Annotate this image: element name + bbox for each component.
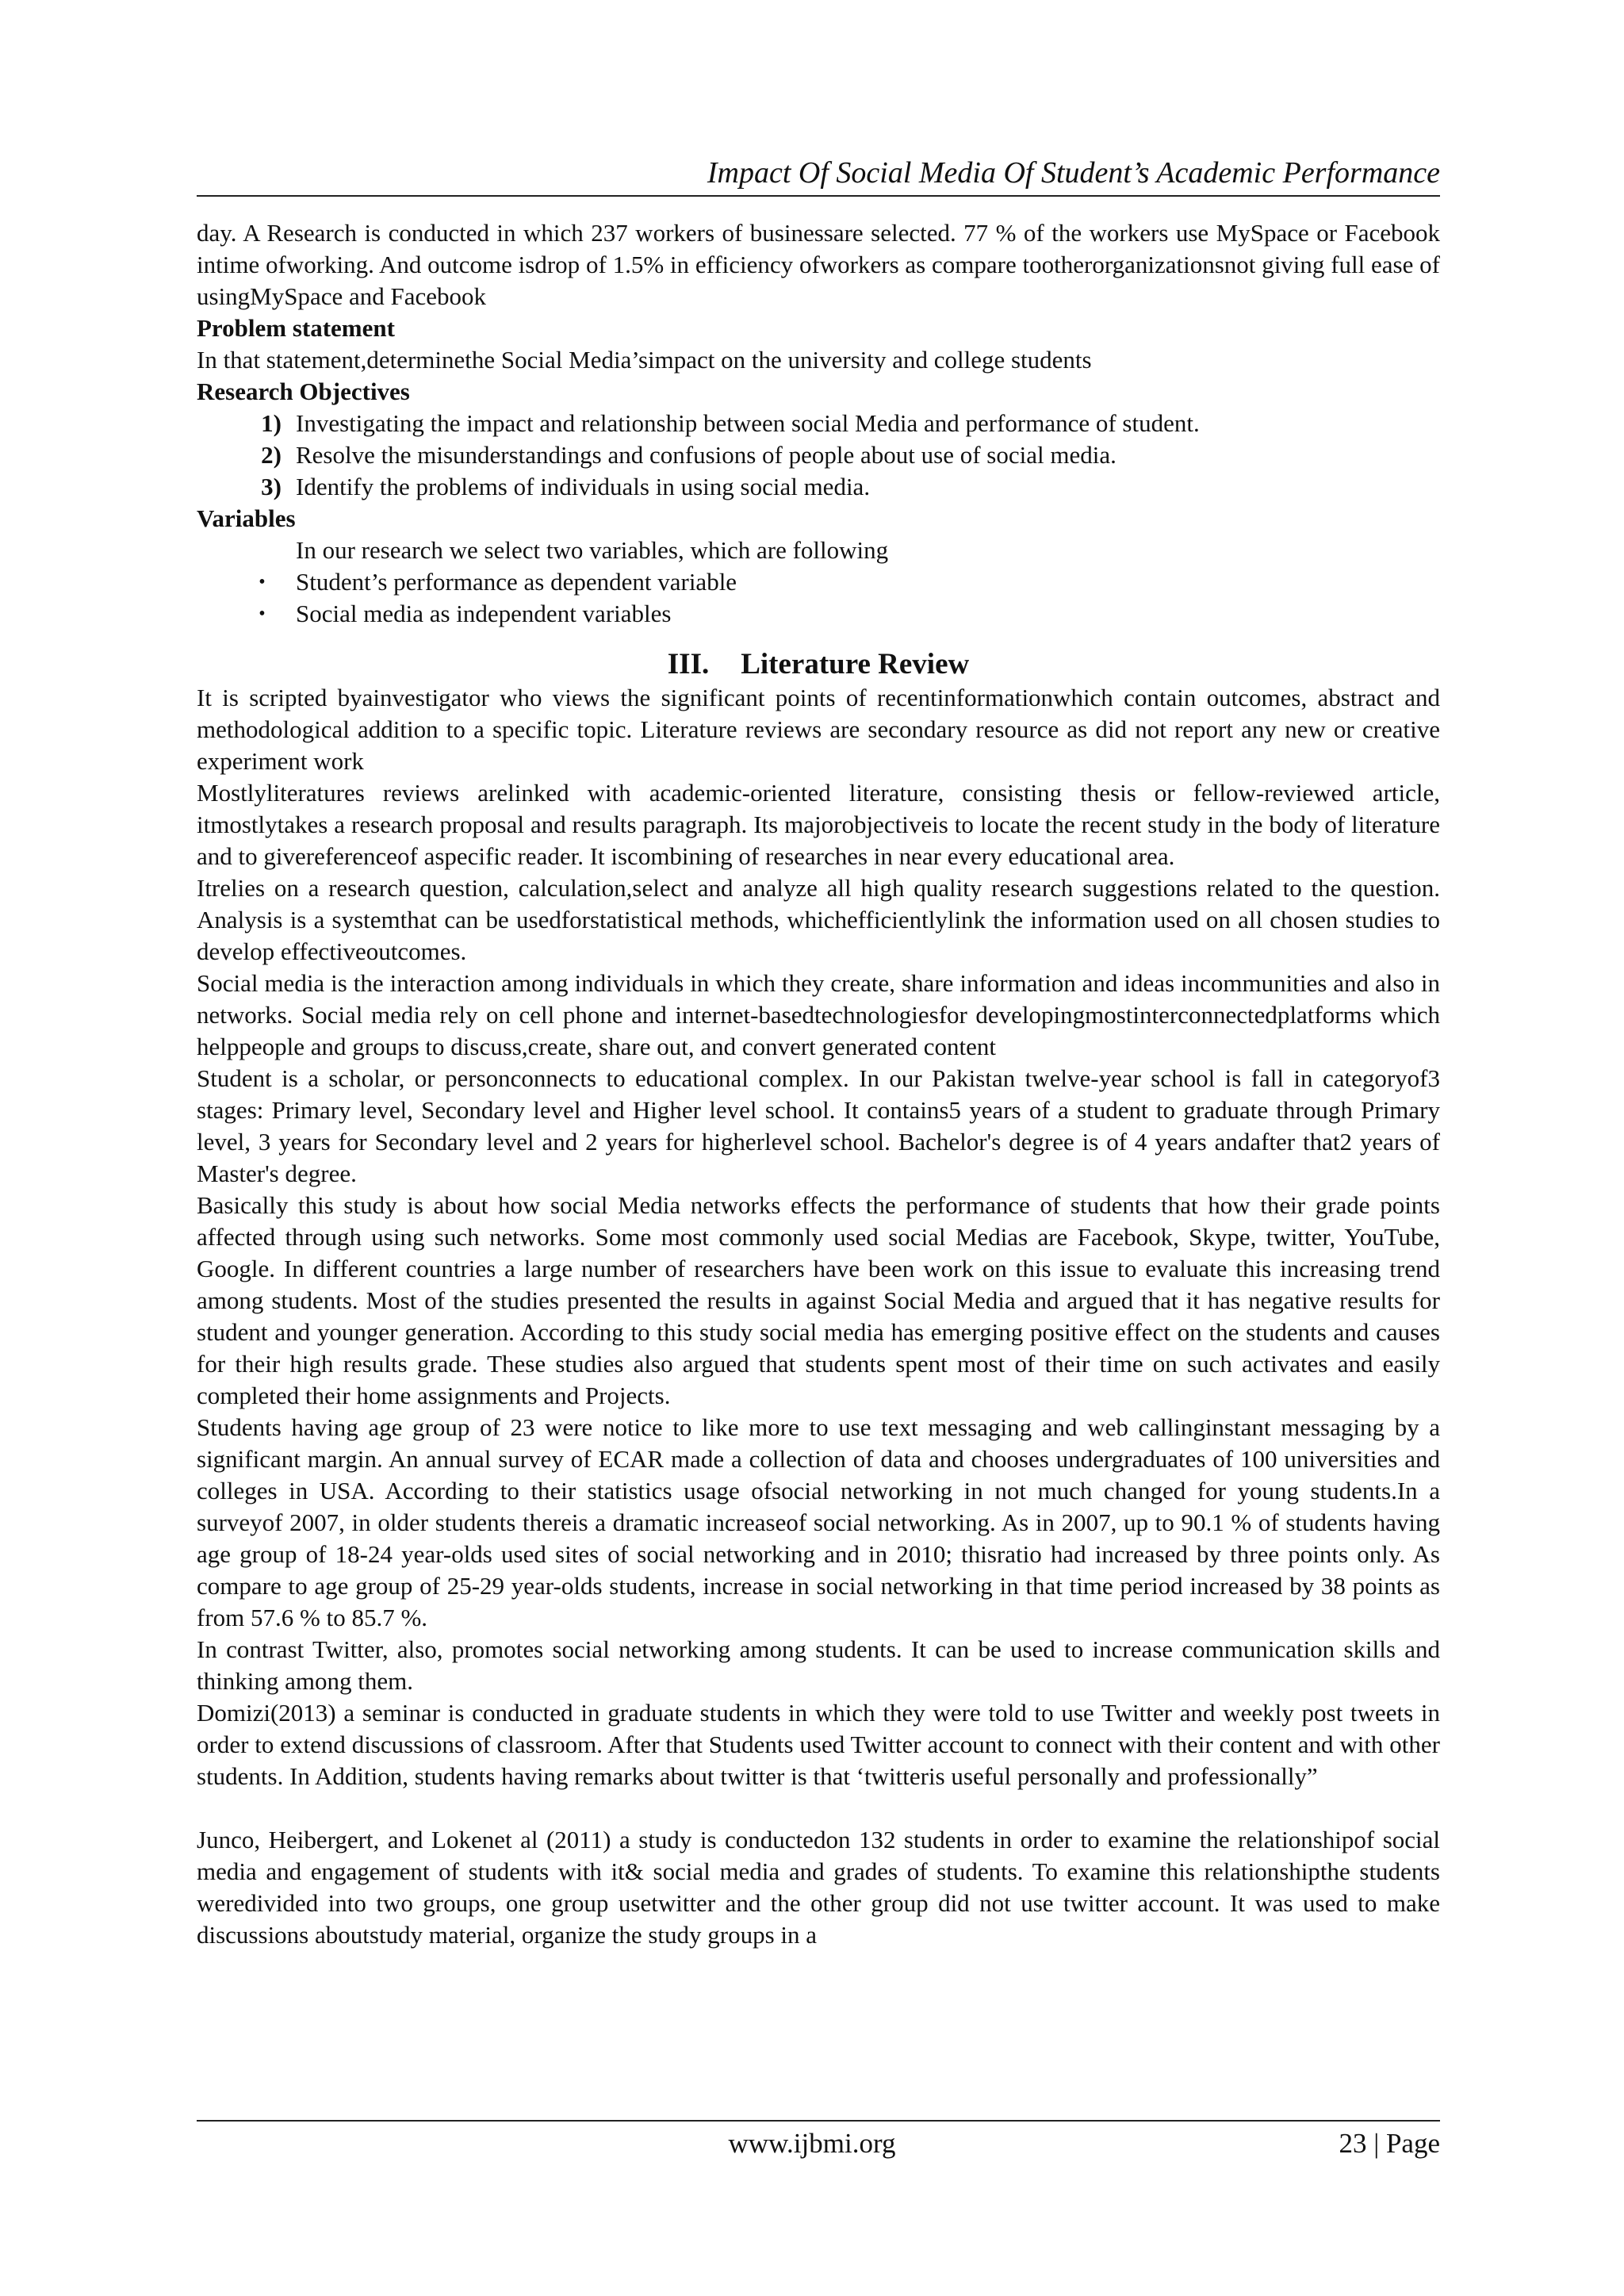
- body-paragraph: It is scripted byainvestigator who views the significant points of recentinformationwhich contain outcomes, abstract and methodological addition to a specific topic. Literature reviews are secondary resource as did not report any new or creative experiment work: [197, 684, 1440, 775]
- body-paragraph: Students having age group of 23 were notice to like more to use text messaging and web callinginstant messaging by a significant margin. An annual survey of ECAR made a collection of data and chooses undergraduates of 100 universities and colleges in USA. According to their statistics usage ofsocial networking in not much changed for young students.In a surveyof 2007, in older students thereis a dramatic increaseof social networking. As in 2007, up to 90.1 % of students having age group of 18-24 year-olds used sites of social networking and in 2010; thisratio had increased by three points only. As compare to age group of 25-29 year-olds students, increase in social networking in that time period increased by 38 points as from 57.6 % to 85.7 %.: [197, 1413, 1440, 1631]
- list-text: Identify the problems of individuals in using social media.: [296, 473, 871, 500]
- list-item: [197, 439, 1440, 471]
- problem-statement-heading: Problem statement: [197, 314, 395, 342]
- variables-heading: Variables: [197, 504, 296, 532]
- bullet-icon: •: [259, 604, 266, 624]
- body-paragraph: Itrelies on a research question, calculation,select and analyze all high quality research suggestions related to the question. Analysis is a systemthat can be usedforstatistical methods, whichefficientlylink the information used on all chosen studies to develop effectiveoutcomes.: [197, 874, 1440, 965]
- list-item: [197, 598, 1440, 630]
- paragraph-spacer: [197, 1792, 1440, 1824]
- list-text: Social media as independent variables: [296, 600, 672, 627]
- final-paragraph: Junco, Heibergert, and Lokenet al (2011) a study is conductedon 132 students in order to examine the relationshipof social media and engagement of students with it& social media and grades of students. To examine this relationshipthe students weredivided into two groups, one group usetwitter and the other group did not use twitter account. It was used to make discussions aboutstudy material, organize the study groups in a: [197, 1826, 1440, 1949]
- research-objectives-heading: Research Objectives: [197, 378, 410, 405]
- list-number: 3): [261, 473, 282, 500]
- list-item: [197, 471, 1440, 503]
- list-number: 1): [261, 409, 282, 437]
- section-number: III.: [667, 648, 710, 680]
- intro-paragraph: day. A Research is conducted in which 237 workers of businessare selected. 77 % of the workers use MySpace or Facebook intime ofworking. And outcome isdrop of 1.5% in efficiency ofworkers as compare tootherorganizationsnot giving full ease of usingMySpace and Facebook: [197, 219, 1440, 310]
- variables-intro: In our research we select two variables, which are following: [296, 536, 889, 564]
- list-text: Investigating the impact and relationship between social Media and performance of student.: [296, 409, 1200, 437]
- list-item: [197, 408, 1440, 439]
- body-paragraph: Basically this study is about how social Media networks effects the performance of students that how their grade points affected through using such networks. Some most commonly used social Medias are Facebook, Skype, twitter, YouTube, Google. In different countries a large number of researchers have been work on this issue to evaluate this increasing trend among students. Most of the studies presented the results in against Social Media and argued that it has negative results for student and younger generation. According to this study social media has emerging positive effect on the students and causes for their high results grade. These studies also argued that students spent most of their time on such activates and easily completed their home assignments and Projects.: [197, 1191, 1440, 1409]
- body-paragraph: Mostlyliteratures reviews arelinked with academic-oriented literature, consisting thesis or fellow-reviewed article, itmostlytakes a research proposal and results paragraph. Its majorobjectiveis to locate the recent study in the body of literature and to givereferenceof aspecific reader. It iscombining of researches in near every educational area.: [197, 779, 1440, 870]
- objectives-list: [197, 408, 1440, 503]
- body-paragraph: Social media is the interaction among individuals in which they create, share information and ideas incommunities and also in networks. Social media rely on cell phone and internet-basedtechnologiesfor developingmostinterconnectedplatforms which helppeople and groups to discuss,create, share out, and convert generated content: [197, 969, 1440, 1060]
- page-body: [197, 217, 1440, 1951]
- header-rule: [197, 195, 1440, 197]
- footer-website-link[interactable]: www.ijbmi.org: [728, 2128, 896, 2159]
- problem-statement-text: In that statement,determinethe Social Media’simpact on the university and college students: [197, 346, 1092, 374]
- list-text: Resolve the misunderstandings and confusions of people about use of social media.: [296, 441, 1116, 469]
- bullet-icon: •: [259, 572, 266, 592]
- body-paragraph: In contrast Twitter, also, promotes social networking among students. It can be used to increase communication skills and thinking among them.: [197, 1635, 1440, 1695]
- section-title: Literature Review: [741, 648, 970, 680]
- list-text: Student’s performance as dependent variable: [296, 568, 737, 596]
- running-header: Impact Of Social Media Of Student’s Academic Performance: [707, 156, 1440, 190]
- list-item: [197, 566, 1440, 598]
- variables-list: [197, 566, 1440, 630]
- section-heading: [197, 647, 1440, 682]
- footer-page-number: 23 | Page: [1339, 2128, 1440, 2159]
- list-number: 2): [261, 441, 282, 469]
- footer-rule: [197, 2120, 1440, 2122]
- body-paragraph: Student is a scholar, or personconnects to educational complex. In our Pakistan twelve-year school is fall in categoryof3 stages: Primary level, Secondary level and Higher level school. It contains5 years of a student to graduate through Primary level, 3 years for Secondary level and 2 years for higherlevel school. Bachelor's degree is of 4 years andafter that2 years of Master's degree.: [197, 1064, 1440, 1187]
- body-paragraph: Domizi(2013) a seminar is conducted in graduate students in which they were told to use Twitter and weekly post tweets in order to extend discussions of classroom. After that Students used Twitter account to connect with their content and with other students. In Addition, students having remarks about twitter is that ‘twitteris useful personally and professionally”: [197, 1699, 1440, 1790]
